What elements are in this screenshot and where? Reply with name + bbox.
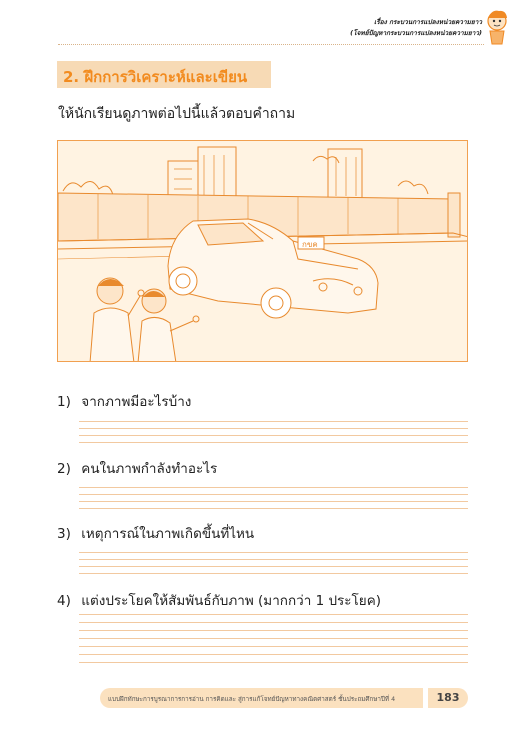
- question-1: [57, 390, 191, 412]
- question-2: [57, 457, 217, 479]
- license-plate: กขค: [302, 240, 318, 249]
- question-number: 4): [57, 593, 71, 609]
- question-number: 1): [57, 394, 71, 410]
- instruction-text: ให้นักเรียนดูภาพต่อไปนี้แล้วตอบคำถาม: [58, 106, 296, 122]
- answer-lines-3[interactable]: [79, 552, 468, 574]
- question-text: เหตุการณ์ในภาพเกิดขึ้นที่ไหน: [81, 526, 255, 542]
- section-title: 2. ฝึกการวิเคราะห์และเขียน: [63, 68, 248, 86]
- mascot-icon: [480, 8, 514, 48]
- page-number: 183: [428, 688, 468, 708]
- question-text: แต่งประโยคให้สัมพันธ์กับภาพ (มากกว่า 1 ประโยค): [81, 593, 381, 609]
- page-header: [350, 17, 482, 39]
- answer-lines-2[interactable]: [79, 487, 468, 509]
- header-line-1: เรื่อง กระบวนการแปลงหน่วยความยาว: [374, 18, 482, 26]
- question-3: [57, 522, 254, 544]
- header-line-2: (โจทย์ปัญหากระบวนการแปลงหน่วยความยาว): [350, 29, 482, 37]
- answer-lines-4[interactable]: [79, 614, 468, 663]
- street-scene-illustration: [57, 140, 468, 362]
- footer-text: แบบฝึกทักษะการบูรณาการการอ่าน การคิดและ สู่การแก้โจทย์ปัญหาทางคณิตศาสตร์ ชั้นประถมศึกษาปีที่ 4: [108, 696, 396, 703]
- question-text: คนในภาพกำลังทำอะไร: [81, 461, 218, 477]
- question-4: [57, 589, 381, 611]
- question-text: จากภาพมีอะไรบ้าง: [81, 394, 192, 410]
- question-number: 3): [57, 526, 71, 542]
- question-number: 2): [57, 461, 71, 477]
- answer-lines-1[interactable]: [79, 421, 468, 443]
- header-divider: [58, 44, 484, 45]
